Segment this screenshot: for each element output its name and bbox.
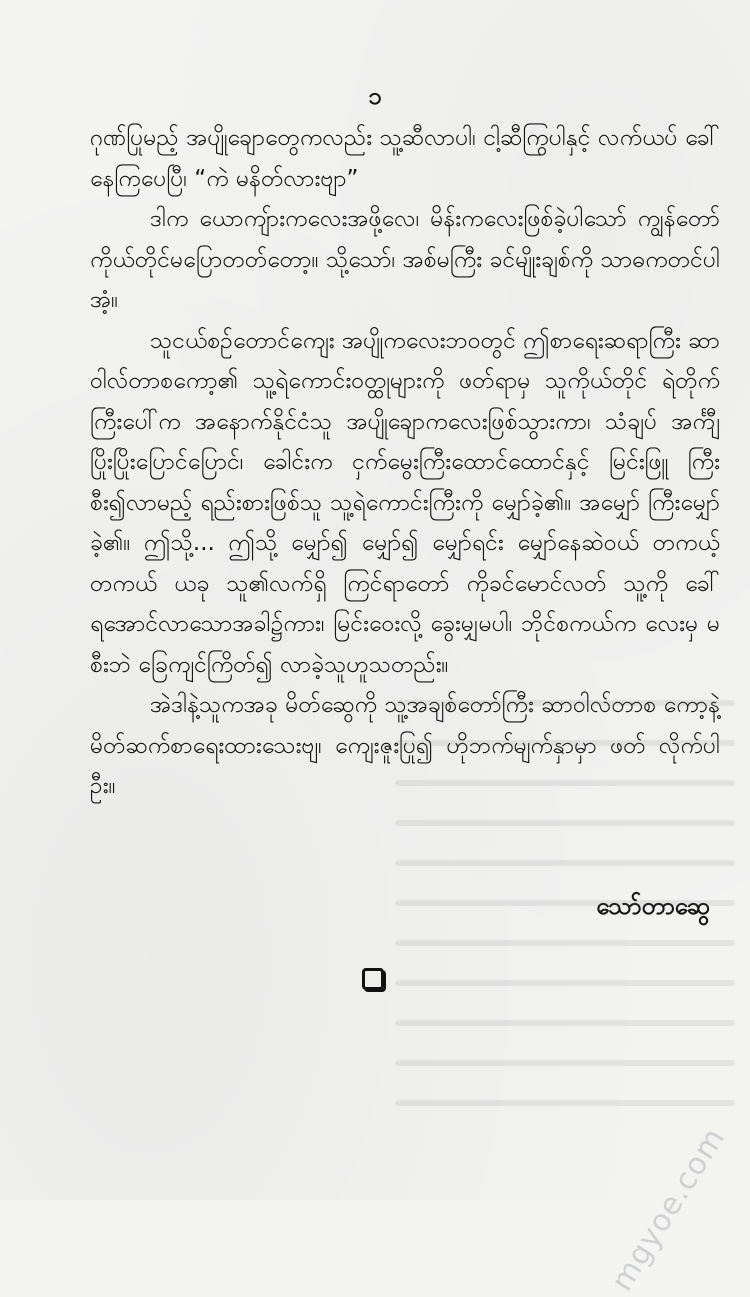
paragraph-2: ဒါက ယောကျ်ားကလေးအဖို့လေ၊ မိန်းကလေးဖြစ်ခဲ့ပါသော် ကျွန်တော်ကိုယ်တိုင်မပြောတတ်တော့။ သို့သော်၊ အစ်မကြီး ခင်မျိုးချစ်ကို သာဓကတင်ပါအံ့။ bbox=[90, 206, 720, 313]
body-text bbox=[90, 118, 720, 807]
end-of-section-mark bbox=[362, 968, 384, 990]
paragraph-3: သူငယ်စဉ်တောင်ကျေး အပျိုကလေးဘဝတွင် ဤစာရေးဆရာကြီး ဆာဝါလ်တာစကော့၏ သူ့ရဲကောင်းဝတ္ထုများကို ဖတ်ရာမှ သူကိုယ်တိုင် ရဲတိုက်ကြီးပေါ်က အနောက်နိုင်ငံသူ အပျိုချောကလေးဖြစ်သွားကာ၊ သံချပ် အင်္ကျီ ပြိုးပြိုးပြောင်ပြောင်၊ ခေါင်းက ငှက်မွေးကြီးထောင်ထောင်နှင့် မြင်းဖြူ ကြီးစီး၍လာမည့် ရည်းစားဖြစ်သူ သူ့ရဲကောင်းကြီးကို မျှော်ခဲ့၏။ အမျှော် ကြီးမျှော်ခဲ့၏။ ဤသို့... ဤသို့ မျှော်၍ မျှော်၍ မျှော်ရင်း မျှော်နေဆဲဝယ် တကယ့်တကယ် ယခု သူ၏လက်ရှိ ကြင်ရာတော် ကိုခင်မောင်လတ် သူ့ကို ခေါ်ရအောင်လာသောအခါ၌ကား၊ မြင်းဝေးလို့ ခွေးမျှမပါ၊ ဘိုင်စကယ်က လေးမှ မစီးဘဲ ခြေကျင်ကြိတ်၍ လာခဲ့သူဟူသတည်း။ bbox=[90, 327, 720, 678]
paragraph-4: အဲဒါနဲ့သူကအခု မိတ်ဆွေကို သူ့အချစ်တော်ကြီး ဆာဝါလ်တာစ ကော့နဲ့ မိတ်ဆက်စာရေးထားသေးဗျ၊ ကျေးဇူးပြု၍ ဟိုဘက်မျက်နှာမှာ ဖတ် လိုက်ပါဦး။ bbox=[90, 692, 720, 799]
site-watermark: mgyoe.com bbox=[604, 1121, 732, 1297]
page-number: ၁ bbox=[368, 82, 382, 110]
paragraph-1: ဂုဏ်ပြုမည့် အပျိုချောတွေကလည်း သူ့ဆီလာပါ၊ ငါ့ဆီကြွပါနှင့် လက်ယပ် ခေါ်နေကြပေပြီ၊ “ကဲ မနိတ်လားဗျာ” bbox=[90, 125, 720, 192]
author-signature: သော်တာဆွေ bbox=[596, 892, 710, 920]
